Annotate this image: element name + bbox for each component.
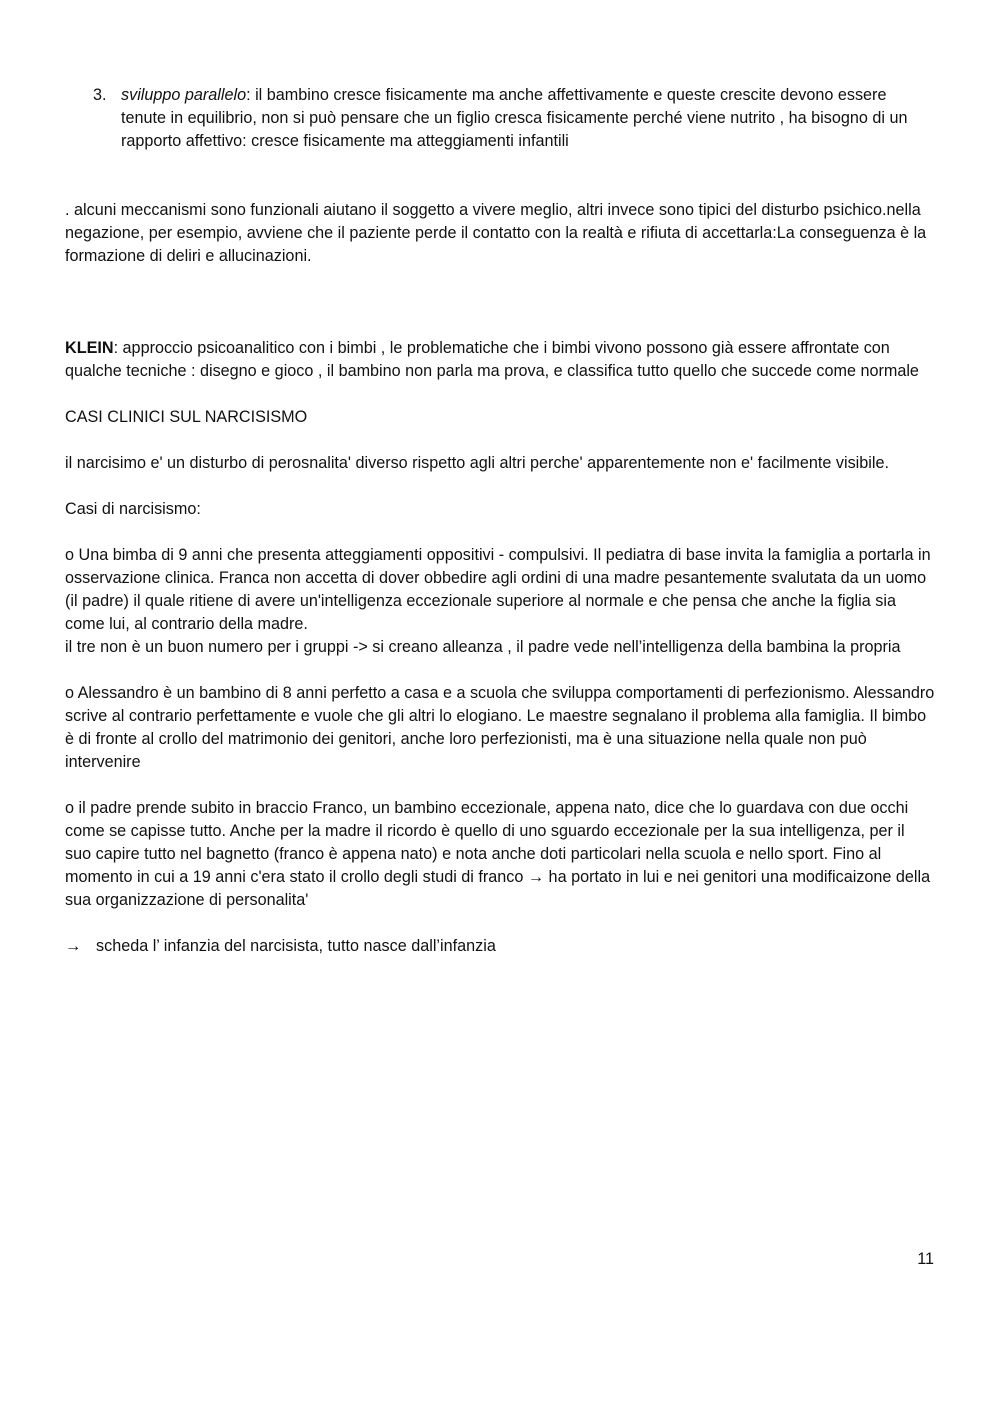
paragraph-meccanismi: . alcuni meccanismi sono funzionali aiutano il soggetto a vivere meglio, altri invece sono tipici del disturbo psichico.nella negazione, per esempio, avviene che il paziente perde il contatto con la realtà e rifiuta di accettarla:La conseguenza è la formazione di deliri e allucinazioni. bbox=[65, 201, 927, 265]
list-text bbox=[121, 84, 935, 153]
list-number: 3. bbox=[93, 86, 107, 104]
arrow-note bbox=[65, 935, 935, 958]
case-1-note: il tre non è un buon numero per i gruppi -> si creano alleanza , il padre vede nell’intelligenza della bambina la propria bbox=[65, 638, 901, 656]
case-3-paragraph: o il padre prende subito in braccio Franco, un bambino eccezionale, appena nato, dice che lo guardava con due occhi come se capisse tutto. Anche per la madre il ricordo è quello di uno sguardo eccezionale per la sua intelligenza, per il suo capire tutto nel bagnetto (franco è appena nato) e nota anche doti particolari nella scuola e nello sport. Fino al momento in cui a 19 anni c'era stato il crollo degli studi di franco → ha portato in lui e nei genitori una modificaizone della sua organizzazione di personalita' bbox=[65, 799, 931, 909]
list-item-sviluppo-parallelo bbox=[65, 84, 935, 153]
section-title: CASI CLINICI SUL NARCISISMO bbox=[65, 408, 308, 426]
page-number: 11 bbox=[917, 1250, 934, 1268]
list-term: sviluppo parallelo bbox=[121, 86, 247, 104]
klein-name: KLEIN bbox=[65, 339, 114, 357]
case-1-paragraph: o Una bimba di 9 anni che presenta atteggiamenti oppositivi - compulsivi. Il pediatra di base invita la famiglia a portarla in osservazione clinica. Franca non accetta di dover obbedire agli ordini di una madre pesantemente svalutata da un uomo (il padre) il quale ritiene di avere un'intelligenza eccezionale superiore al normale e che pensa che anche la figlia sia come lui, al contrario della madre. bbox=[65, 546, 931, 633]
list-body: : il bambino cresce fisicamente ma anche affettivamente e queste crescite devono essere tenute in equilibrio, non si può pensare che un figlio cresca fisicamente perché viene nutrito , ha bisogno di un rapporto affettivo: cresce fisicamente ma atteggiamenti infantili bbox=[121, 86, 908, 150]
klein-text: : approccio psicoanalitico con i bimbi , le problematiche che i bimbi vivono possono già essere affrontate con qualche tecniche : disegno e gioco , il bambino non parla ma prova, e classifica tutto quello che succede come normale bbox=[65, 339, 919, 380]
case-2-paragraph: o Alessandro è un bambino di 8 anni perfetto a casa e a scuola che sviluppa comportamenti di perfezionismo. Alessandro scrive al contrario perfettamente e vuole che gli altri lo elogiano. Le maestre segnalano il problema alla famiglia. Il bimbo è di fronte al crollo del matrimonio dei genitori, anche loro perfezionisti, ma è una situazione nella quale non può intervenire bbox=[65, 684, 935, 771]
arrow-note-text: scheda l’ infanzia del narcisista, tutto nasce dall’infanzia bbox=[96, 937, 496, 955]
page-content bbox=[65, 84, 935, 958]
paragraph-klein bbox=[65, 337, 935, 383]
paragraph-narcisismo: il narcisimo e' un disturbo di perosnalita' diverso rispetto agli altri perche' apparentemente non e' facilmente visibile. bbox=[65, 454, 889, 472]
casi-label: Casi di narcisismo: bbox=[65, 500, 201, 518]
arrow-right-icon: → bbox=[65, 937, 82, 955]
